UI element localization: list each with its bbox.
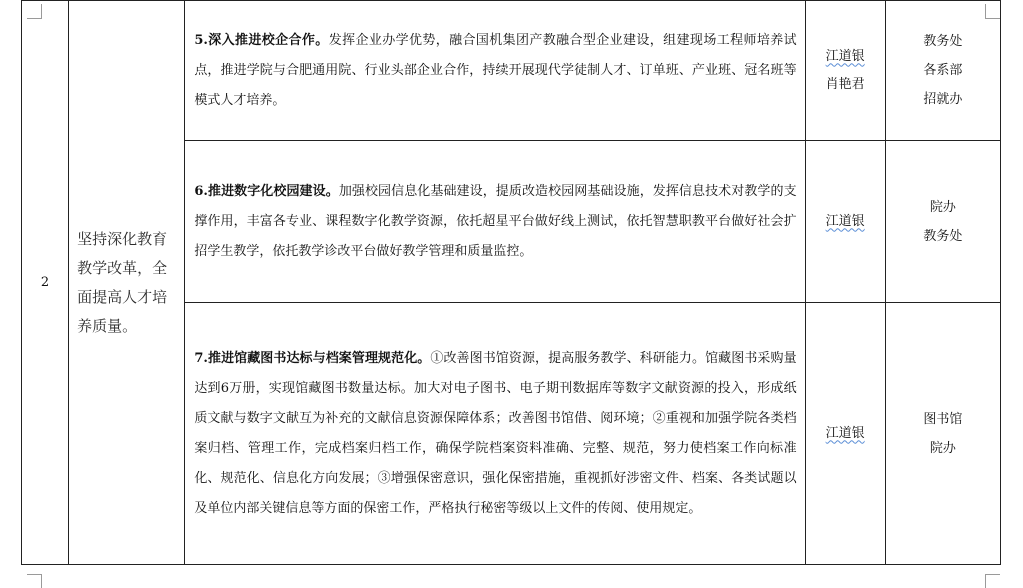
task-title: 7.推进馆藏图书达标与档案管理规范化。 (194, 350, 431, 366)
table-row (22, 1, 1001, 141)
department-cell (885, 1, 1000, 141)
work-plan-table (21, 0, 1001, 565)
leader-cell (805, 1, 885, 141)
task-body: 发挥企业办学优势，融合国机集团产教融合型企业建设，组建现场工程师培养试点，推进学院与合肥通用院、行业头部企业合作，持续开展现代学徒制人才、订单班、产业班、冠名班等模式人才培养。 (194, 32, 797, 108)
goal-cell: 坚持深化教育教学改革，全面提高人才培养质量。 (69, 1, 185, 565)
department-name: 教务处 (923, 34, 963, 49)
row-number-cell: 2 (22, 1, 69, 565)
task-cell (185, 303, 805, 565)
leader-name: 江道银 (825, 425, 865, 441)
leader-cell (805, 303, 885, 565)
department-name: 图书馆 (923, 411, 963, 427)
department-name: 院办 (929, 440, 956, 456)
leader-name: 江道银 (825, 213, 865, 229)
page-corner-mark-bottom-left (27, 574, 42, 588)
page-corner-mark-bottom-right (985, 574, 1000, 588)
task-title: 6.推进数字化校园建设。 (194, 183, 339, 199)
department-cell (885, 141, 1000, 303)
task-title: 5.深入推进校企合作。 (194, 32, 329, 48)
leader-name: 肖艳君 (825, 76, 865, 92)
leader-cell (805, 141, 885, 303)
task-body: ①改善图书馆资源，提高服务教学、科研能力。馆藏图书采购量达到6万册，实现馆藏图书数量达标。加大对电子图书、电子期刊数据库等数字文献资源的投入，形成纸质文献与数字文献互为补充的文献信息资源保障体系；改善图书馆借、阅环境；②重视和加强学院各类档案归档、管理工作，完成档案归档工作，确保学院档案资料准确、完整、规范，努力使档案工作向标准化、规范化、信息化方向发展；③增强保密意识，强化保密措施，重视抓好涉密文件、档案、各类试题以及单位内部关键信息等方面的保密工作，严格执行秘密等级以上文件的传阅、使用规定。 (194, 350, 797, 516)
department-name: 教务处 (923, 228, 963, 244)
task-cell (185, 141, 805, 303)
department-name: 院办 (929, 199, 956, 215)
task-body: 加强校园信息化基础建设，提质改造校园网基础设施，发挥信息技术对教学的支撑作用，丰富各专业、课程数字化教学资源，依托超星平台做好线上测试，依托智慧职教平台做好社会扩招学生教学，依托教学诊改平台做好教学管理和质量监控。 (194, 183, 797, 259)
department-name: 各系部 (923, 63, 963, 78)
department-cell (885, 303, 1000, 565)
task-cell (185, 1, 805, 141)
leader-name: 江道银 (825, 48, 865, 64)
department-name: 招就办 (923, 92, 963, 107)
